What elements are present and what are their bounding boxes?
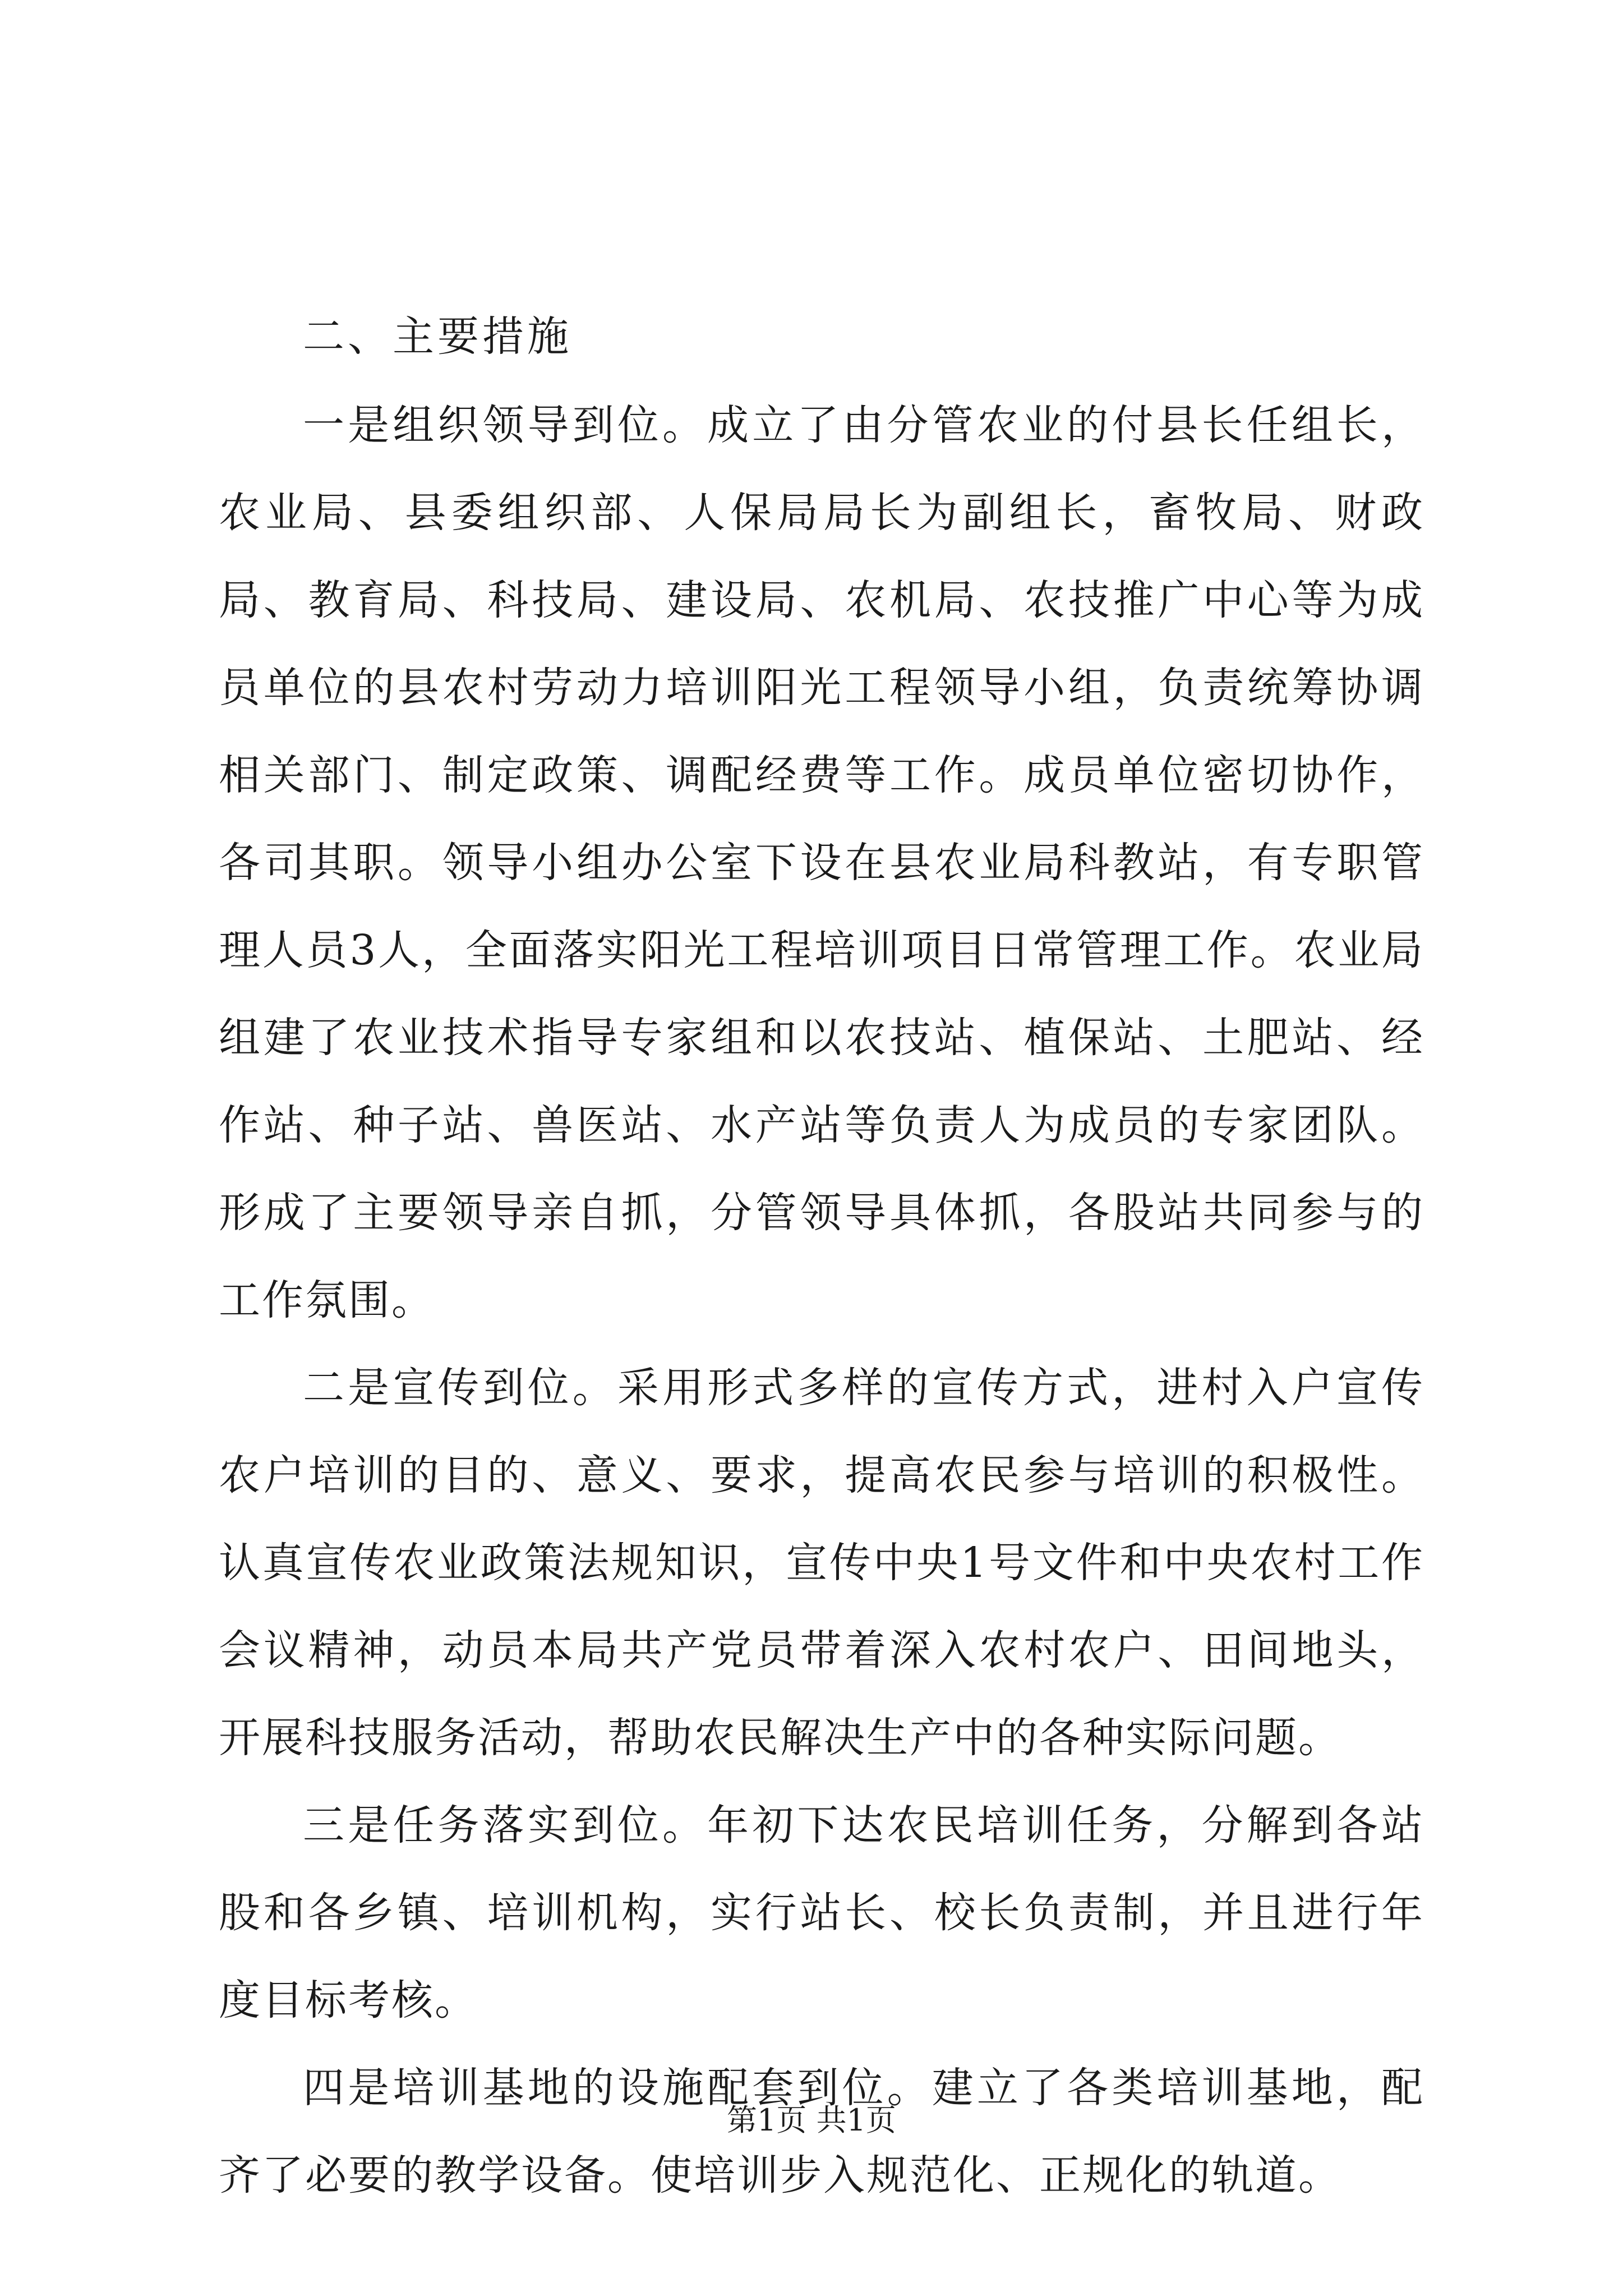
section-heading: 二、主要措施 xyxy=(303,312,572,361)
paragraph-tasks: 三是任务落实到位。年初下达农民培训任务，分解到各站股和各乡镇、培训机构，实行站长、校长负责制，并且进行年度目标考核。 xyxy=(219,1801,1424,2024)
document-body xyxy=(219,292,1424,2219)
paragraph-facilities: 四是培训基地的设施配套到位。建立了各类培训基地，配齐了必要的教学设备。使培训步入规范化、正规化的轨道。 xyxy=(219,2064,1424,2200)
paragraph-publicity: 二是宣传到位。采用形式多样的宣传方式，进村入户宣传农户培训的目的、意义、要求，提高农民参与培训的积极性。认真宣传农业政策法规知识，宣传中央1号文件和中央农村工作会议精神，动员本局共产党员带着深入农村农户、田间地头，开展科技服务活动，帮助农民解决生产中的各种实际问题。 xyxy=(219,1364,1424,1762)
page-footer: 第1页 共1页 xyxy=(727,2102,896,2138)
paragraph-organization: 一是组织领导到位。成立了由分管农业的付县长任组长，农业局、县委组织部、人保局局长为副组长，畜牧局、财政局、教育局、科技局、建设局、农机局、农技推广中心等为成员单位的县农村劳动力培训阳光工程领导小组，负责统筹协调相关部门、制定政策、调配经费等工作。成员单位密切协作，各司其职。领导小组办公室下设在县农业局科教站，有专职管理人员3人，全面落实阳光工程培训项目日常管理工作。农业局组建了农业技术指导专家组和以农技站、植保站、土肥站、经作站、种子站、兽医站、水产站等负责人为成员的专家团队。形成了主要领导亲自抓，分管领导具体抓，各股站共同参与的工作氛围。 xyxy=(219,401,1424,1324)
